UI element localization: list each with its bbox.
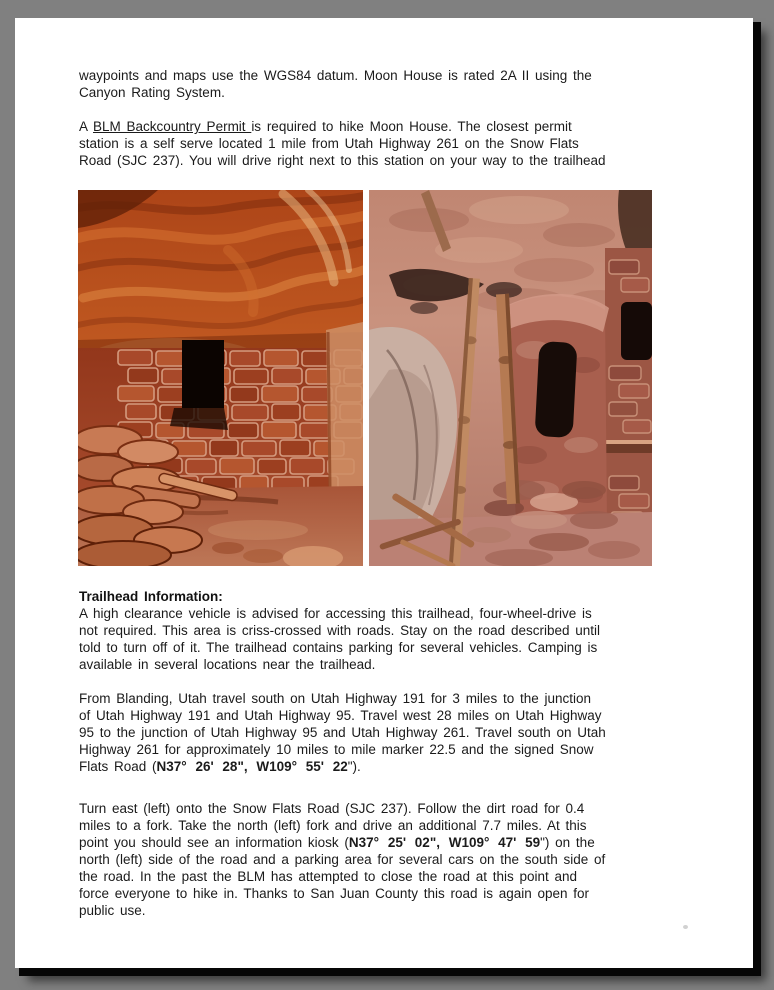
text-line [79, 118, 693, 135]
photo-ruin-left [78, 190, 363, 566]
page-content [15, 18, 753, 919]
text-segment: From Blanding, Utah travel south on Utah Highway 191 for 3 miles to the junction [79, 691, 592, 706]
text-segment: not required. This area is criss-crossed with roads. Stay on the road described until [79, 623, 600, 638]
blm-backcountry-permit-link[interactable]: BLM Backcountry Permit [93, 119, 252, 134]
text-line [79, 639, 693, 656]
wood-beam [601, 444, 652, 453]
photo-row [78, 190, 693, 566]
text-segment: 95 to the junction of Utah Highway 95 and Utah Highway 261. Travel south on Utah [79, 725, 606, 740]
text-segment: "). [347, 759, 361, 774]
photo-right-illustration [369, 190, 652, 566]
text-line [79, 800, 693, 817]
text-segment: N37° 26' 28", W109° 55' 22 [156, 759, 348, 774]
photo-ruin-right [369, 190, 652, 566]
text-line [79, 741, 693, 758]
paragraph-permit [79, 118, 693, 169]
paragraph-directions-highway [79, 690, 693, 775]
paragraph-wgs84 [79, 67, 693, 101]
text-segment: station is a self serve located 1 mile from Utah Highway 261 on the Snow Flats [79, 136, 579, 151]
text-line [79, 885, 693, 902]
text-line [79, 656, 693, 673]
text-segment: available in several locations near the trailhead. [79, 657, 376, 672]
text-segment: Turn east (left) onto the Snow Flats Road (SJC 237). Follow the dirt road for 0.4 [79, 801, 585, 816]
text-segment: the road. In the past the BLM has attempted to close the road at this point and [79, 869, 578, 884]
paragraph-directions-snow-flats [79, 800, 693, 919]
text-line [79, 834, 693, 851]
text-segment: told to turn off of it. The trailhead contains parking for several vehicles. Camping is [79, 640, 598, 655]
center-doorway [535, 341, 578, 438]
text-segment: N37° 25' 02", W109° 47' 59 [348, 835, 541, 850]
text-line [79, 707, 693, 724]
text-segment: waypoints and maps use the WGS84 datum. Moon House is rated 2A II using the [79, 68, 592, 83]
text-segment: force everyone to hike in. Thanks to San Juan County this road is again open for [79, 886, 590, 901]
text-line [79, 605, 693, 622]
text-line [79, 902, 693, 919]
text-line [79, 851, 693, 868]
paragraph-trailhead [79, 605, 693, 673]
text-line [79, 868, 693, 885]
text-line [79, 622, 693, 639]
text-segment: Highway 261 for approximately 10 miles to mile marker 22.5 and the signed Snow [79, 742, 594, 757]
text-segment: Flats Road ( [79, 759, 157, 774]
text-segment: Canyon Rating System. [79, 85, 225, 100]
text-segment: miles to a fork. Take the north (left) fork and drive an additional 7.7 miles. At this [79, 818, 587, 833]
trailhead-information-heading: Trailhead Information: [79, 589, 223, 604]
text-segment: north (left) side of the road and a parking area for several cars on the south side of [79, 852, 606, 867]
text-segment: public use. [79, 903, 146, 918]
text-line [79, 758, 693, 775]
scan-artifact [683, 925, 688, 929]
text-segment: Road (SJC 237). You will drive right next to this station on your way to the trailhead [79, 153, 606, 168]
text-line [79, 690, 693, 707]
text-segment: ") on the [540, 835, 595, 850]
text-line [79, 67, 693, 84]
text-segment: A [79, 119, 94, 134]
text-line [79, 84, 693, 101]
text-line [79, 135, 693, 152]
text-line [79, 152, 693, 169]
document-page [15, 18, 753, 968]
text-segment: is required to hike Moon House. The closest permit [251, 119, 572, 134]
far-right-doorway [621, 302, 652, 360]
photo-left-illustration [78, 190, 363, 566]
text-segment: of Utah Highway 191 and Utah Highway 95. Travel west 28 miles on Utah Highway [79, 708, 602, 723]
text-segment: point you should see an information kiosk ( [79, 835, 349, 850]
text-line [79, 817, 693, 834]
text-line [79, 724, 693, 741]
text-segment: A high clearance vehicle is advised for accessing this trailhead, four-wheel-drive is [79, 606, 592, 621]
